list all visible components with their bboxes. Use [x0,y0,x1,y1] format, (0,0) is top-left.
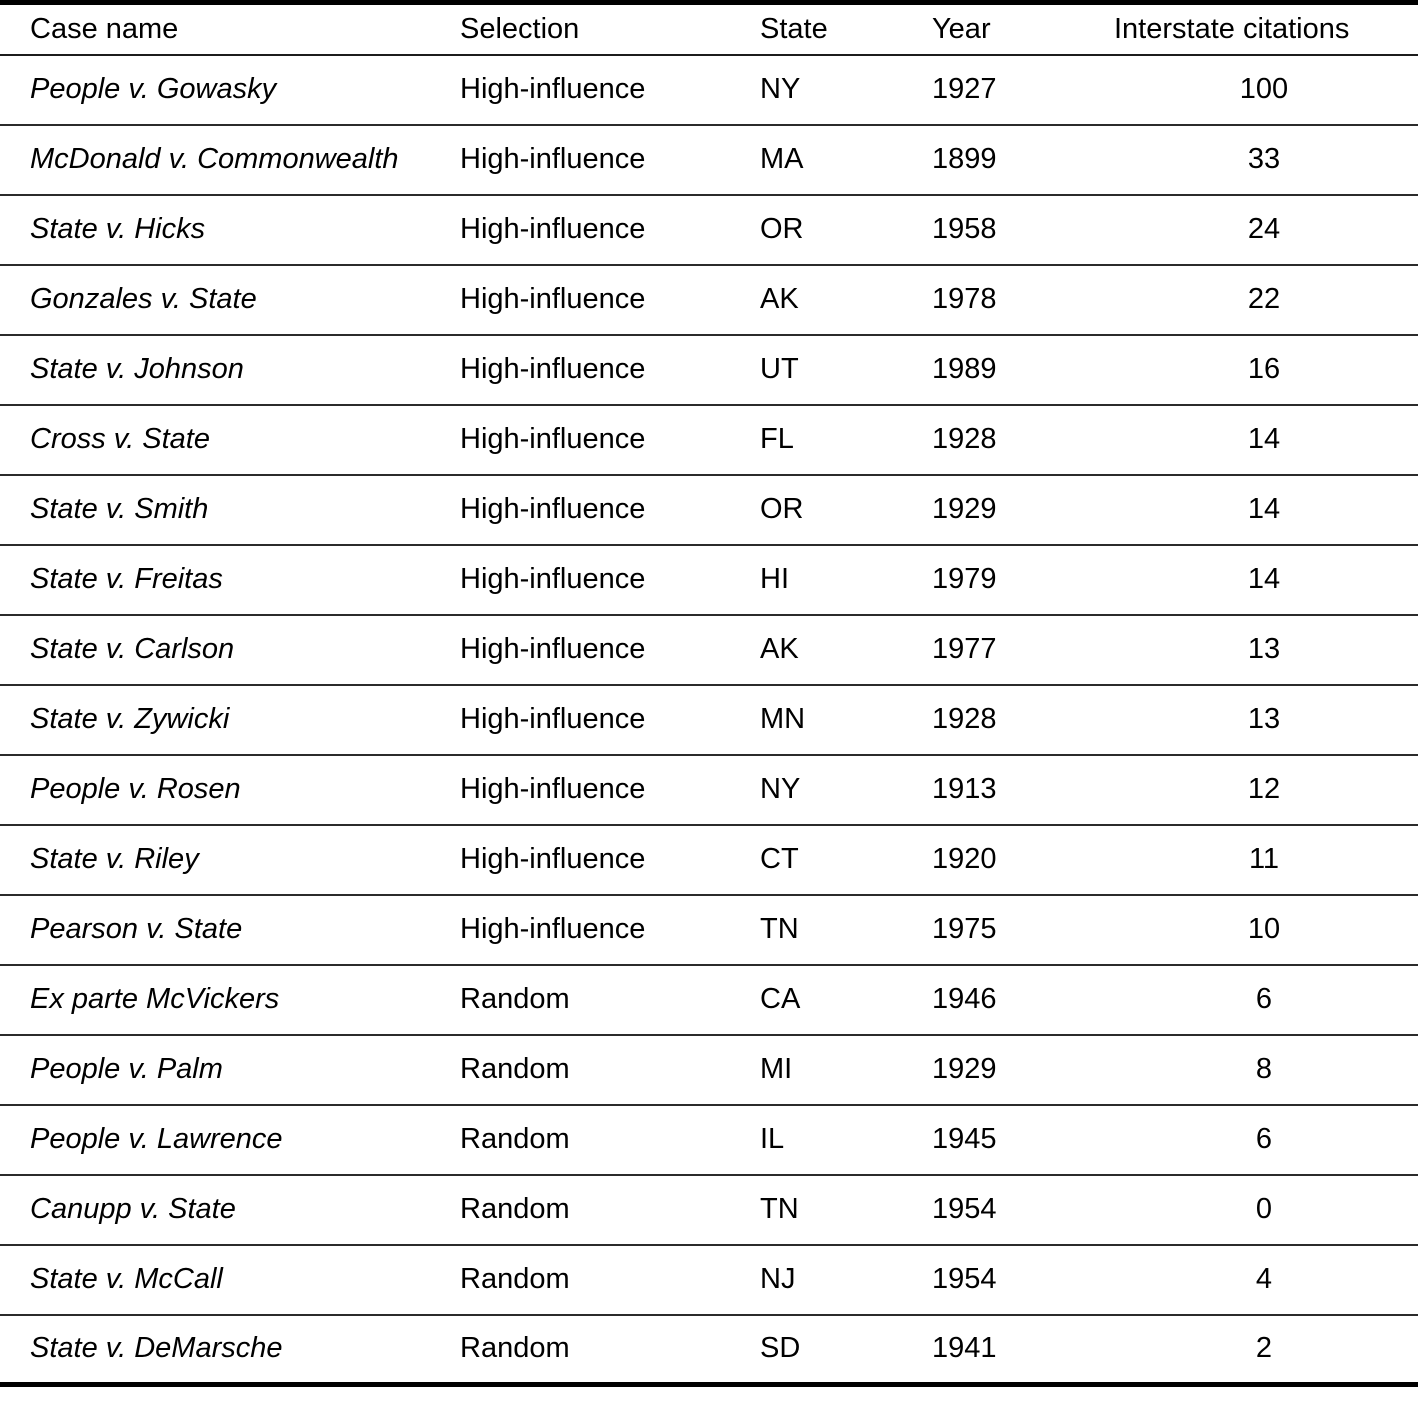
selection-cell: High-influence [460,913,646,945]
table-row [0,1105,1418,1175]
case-name-cell: State v. DeMarsche [30,1332,283,1365]
selection-cell: Random [460,983,570,1015]
selection-cell: High-influence [460,493,646,525]
state-cell: IL [760,1123,785,1155]
citations-cell: 33 [1247,143,1281,175]
table-row [0,335,1418,405]
case-name-cell: People v. Palm [30,1053,223,1085]
state-cell: UT [760,353,799,385]
citations-cell: 13 [1247,703,1281,735]
case-name-cell: People v. Gowasky [30,73,277,105]
column-header-year: Year [932,12,991,45]
year-cell: 1978 [932,283,997,315]
table-row [0,1245,1418,1315]
citations-cell: 2 [1255,1332,1273,1365]
selection-cell: Random [460,1053,570,1085]
year-cell: 1928 [932,703,997,735]
case-name-cell: McDonald v. Commonwealth [30,143,399,175]
selection-cell: Random [460,1193,570,1225]
year-cell: 1929 [932,1053,997,1085]
year-cell: 1899 [932,143,997,175]
selection-cell: High-influence [460,143,646,175]
state-cell: TN [760,1193,799,1225]
case-name-cell: State v. Freitas [30,563,223,595]
table-row [0,825,1418,895]
state-cell: MA [760,143,804,175]
year-cell: 1945 [932,1123,997,1155]
case-name-cell: People v. Rosen [30,773,241,805]
table-row [0,895,1418,965]
state-cell: FL [760,423,794,455]
selection-cell: High-influence [460,423,646,455]
case-name-cell: People v. Lawrence [30,1123,283,1155]
selection-cell: Random [460,1332,570,1365]
citations-cell: 6 [1255,1123,1273,1155]
table-row [0,1175,1418,1245]
citations-cell: 14 [1247,493,1281,525]
state-cell: MI [760,1053,793,1085]
state-cell: CA [760,983,801,1015]
table-row [0,615,1418,685]
table-row [0,475,1418,545]
case-name-cell: Canupp v. State [30,1193,236,1225]
table-row [0,755,1418,825]
case-name-cell: State v. Zywicki [30,703,230,735]
year-cell: 1954 [932,1263,997,1295]
citations-cell: 13 [1247,633,1281,665]
selection-cell: High-influence [460,633,646,665]
citations-cell: 14 [1247,563,1281,595]
table-row [0,545,1418,615]
state-cell: NY [760,773,801,805]
table-row [0,965,1418,1035]
case-name-cell: State v. McCall [30,1263,223,1295]
citations-cell: 0 [1255,1193,1273,1225]
citations-cell: 22 [1247,283,1281,315]
citations-cell: 6 [1255,983,1273,1015]
state-cell: AK [760,633,799,665]
citations-cell: 11 [1248,843,1280,875]
year-cell: 1954 [932,1193,997,1225]
selection-cell: High-influence [460,213,646,245]
citations-cell: 12 [1247,773,1281,805]
state-cell: CT [760,843,799,875]
citations-cell: 16 [1247,353,1281,385]
selection-cell: High-influence [460,353,646,385]
table-row [0,55,1418,125]
state-cell: OR [760,493,804,525]
case-name-cell: Ex parte McVickers [30,983,280,1015]
citations-cell: 100 [1239,73,1289,105]
column-header-state: State [760,12,828,45]
table-row [0,265,1418,335]
citations-cell: 14 [1247,423,1281,455]
state-cell: SD [760,1332,801,1365]
selection-cell: Random [460,1123,570,1155]
case-name-cell: State v. Hicks [30,213,206,245]
selection-cell: High-influence [460,563,646,595]
table-row [0,405,1418,475]
year-cell: 1913 [932,773,997,805]
selection-cell: Random [460,1263,570,1295]
selection-cell: High-influence [460,703,646,735]
citations-cell: 4 [1255,1263,1273,1295]
year-cell: 1941 [932,1332,997,1365]
table-row [0,1315,1418,1385]
year-cell: 1927 [932,73,997,105]
case-name-cell: State v. Riley [30,843,199,875]
table-row [0,1035,1418,1105]
year-cell: 1975 [932,913,997,945]
case-name-cell: State v. Carlson [30,633,235,665]
state-cell: NJ [760,1263,796,1295]
state-cell: TN [760,913,799,945]
state-cell: OR [760,213,804,245]
year-cell: 1977 [932,633,997,665]
citations-cell: 24 [1247,213,1281,245]
case-name-cell: State v. Smith [30,493,209,525]
state-cell: MN [760,703,806,735]
year-cell: 1946 [932,983,997,1015]
table-row [0,125,1418,195]
state-cell: NY [760,73,801,105]
case-name-cell: Gonzales v. State [30,283,257,315]
year-cell: 1979 [932,563,997,595]
state-cell: HI [760,563,789,595]
year-cell: 1929 [932,493,997,525]
year-cell: 1928 [932,423,997,455]
case-name-cell: Pearson v. State [30,913,243,945]
state-cell: AK [760,283,799,315]
table-row [0,685,1418,755]
selection-cell: High-influence [460,843,646,875]
year-cell: 1920 [932,843,997,875]
citations-cell: 8 [1255,1053,1273,1085]
column-header-interstate-citations: Interstate citations [1114,12,1350,45]
header-row [0,3,1418,55]
column-header-selection: Selection [460,12,580,45]
table-row [0,195,1418,265]
year-cell: 1989 [932,353,997,385]
case-name-cell: Cross v. State [30,423,210,455]
selection-cell: High-influence [460,73,646,105]
year-cell: 1958 [932,213,997,245]
column-header-case-name: Case name [30,12,179,45]
selection-cell: High-influence [460,283,646,315]
citations-cell: 10 [1247,913,1281,945]
selection-cell: High-influence [460,773,646,805]
case-name-cell: State v. Johnson [30,353,244,385]
